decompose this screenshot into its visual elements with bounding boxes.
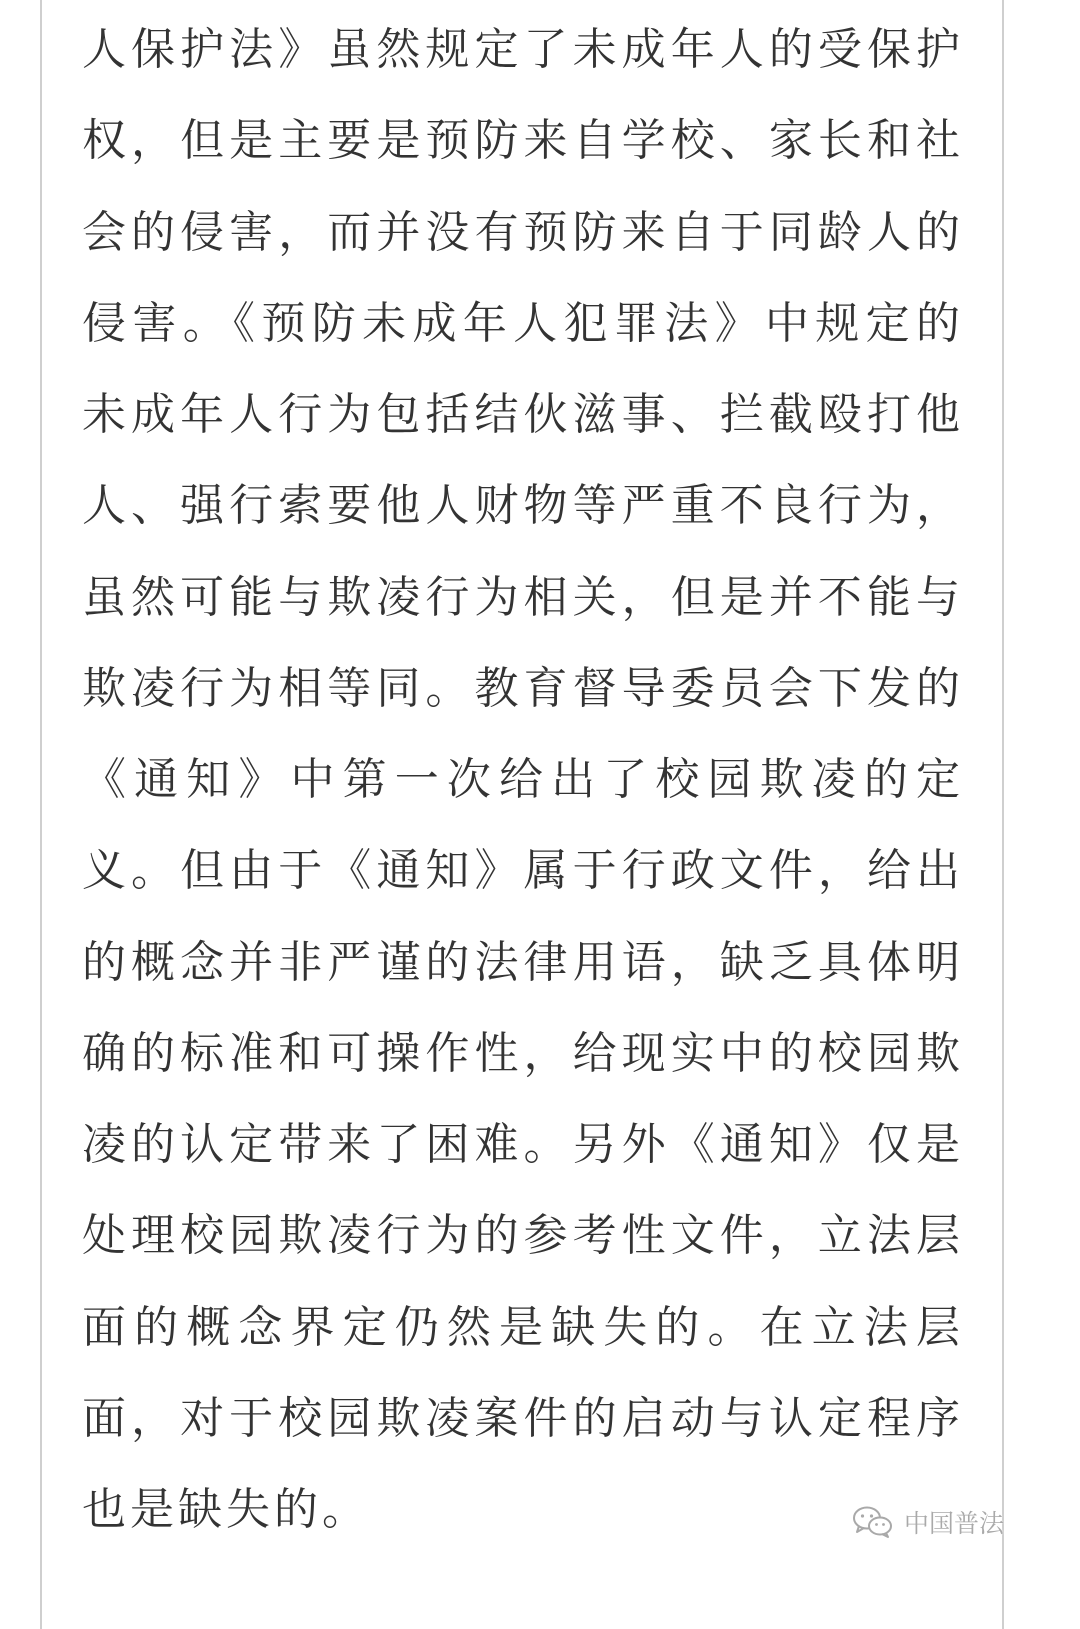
article-line: 凌的认定带来了困难。另外《通知》仅是 xyxy=(82,1119,960,1170)
article-line: 处理校园欺凌行为的参考性文件，立法层 xyxy=(82,1210,960,1262)
article-line: 面的概念界定仍然是缺失的。在立法层 xyxy=(82,1301,960,1353)
article-line: 《通知》中第一次给出了校园欺凌的定 xyxy=(82,754,960,805)
watermark xyxy=(852,1500,1004,1544)
article-line: 欺凌行为相等同。教育督导委员会下发的 xyxy=(82,662,960,714)
article-line: 权，但是主要是预防来自学校、家长和社 xyxy=(82,115,960,167)
article-line: 确的标准和可操作性，给现实中的校园欺 xyxy=(82,1027,960,1079)
watermark-text: 中国普法 xyxy=(904,1509,1005,1538)
right-border-line xyxy=(1002,0,1004,1629)
article-line: 会的侵害，而并没有预防来自于同龄人的 xyxy=(82,206,960,258)
article-line: 面，对于校园欺凌案件的启动与认定程序 xyxy=(82,1392,960,1444)
article-line-last: 也是缺失的。 xyxy=(82,1484,370,1535)
article-line: 人保护法》虽然规定了未成年人的受保护 xyxy=(82,24,960,75)
article-line: 虽然可能与欺凌行为相关，但是并不能与 xyxy=(82,571,960,623)
wechat-icon xyxy=(852,1505,894,1539)
left-border-line xyxy=(40,0,42,1629)
article-line: 的概念并非严谨的法律用语，缺乏具体明 xyxy=(82,936,960,988)
article-line: 未成年人行为包括结伙滋事、拦截殴打他 xyxy=(82,389,960,440)
article-line: 义。但由于《通知》属于行政文件，给出 xyxy=(82,845,960,897)
article-body xyxy=(82,4,960,1555)
article-line: 侵害。《预防未成年人犯罪法》中规定的 xyxy=(82,297,960,349)
article-line: 人、强行索要他人财物等严重不良行为， xyxy=(82,480,960,532)
